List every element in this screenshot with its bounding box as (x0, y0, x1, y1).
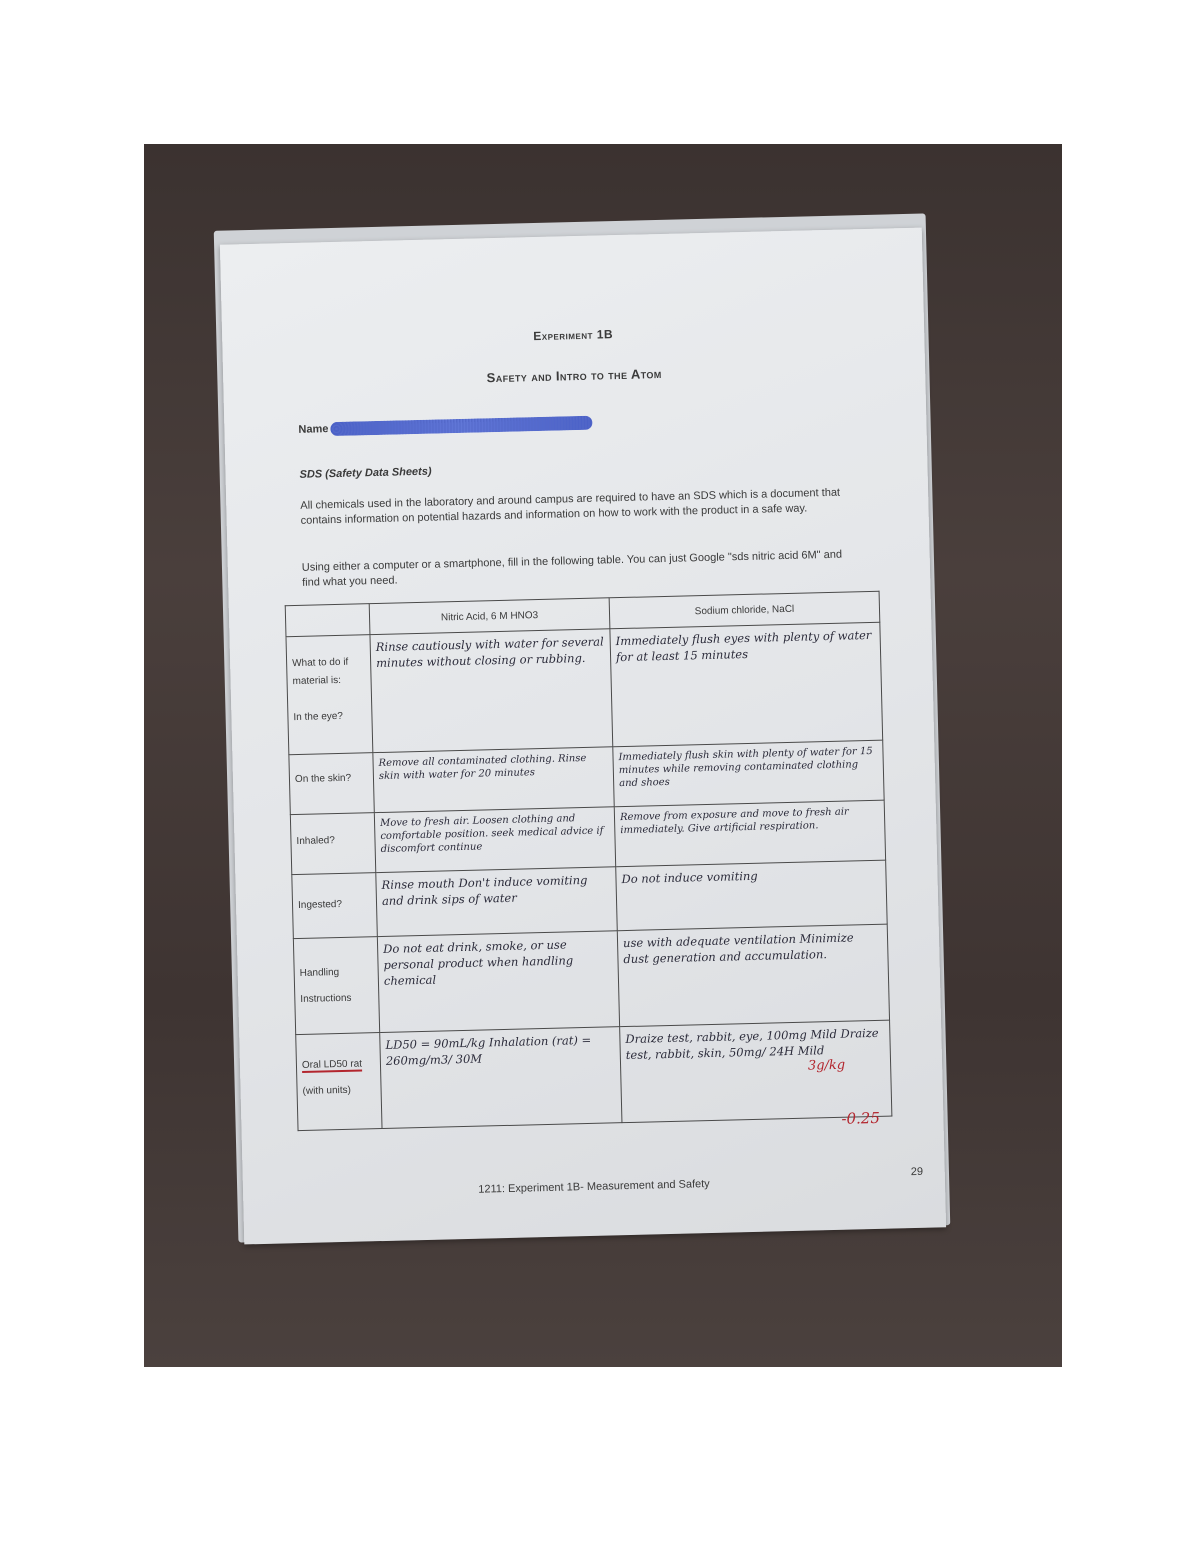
cell-nacl-handling: use with adequate ventilation Minimize dust generation and accumulation. (617, 924, 889, 1027)
row-label-skin (289, 753, 374, 815)
name-row (298, 416, 592, 437)
table-row-handling (293, 924, 889, 1034)
intro-paragraph: All chemicals used in the laboratory and around campus are required to have an SDS which is a document that contains information on potential hazards and information on how to work with the product in a safe way. (300, 486, 841, 527)
row-label-line: Ingested? (297, 898, 343, 912)
row-label-line: Handling (299, 967, 340, 979)
cell-nitric-inhaled: Move to fresh air. Loosen clothing and comfortable position. seek medical advice if discomfort continue (374, 807, 615, 873)
cell-nitric-ingested: Rinse mouth Don't induce vomiting and drink sips of water (376, 867, 617, 937)
cell-nitric-skin: Remove all contaminated clothing. Rinse skin with water for 20 minutes (373, 747, 614, 813)
instructions-paragraph: Using either a computer or a smartphone, fill in the following table. You can just Google "sds nitric acid 6M" and find what you need. (301, 548, 843, 589)
page-number: 29 (910, 1165, 924, 1179)
page-title: Safety and Intro to the Atom (486, 365, 662, 386)
cell-nacl-skin: Immediately flush skin with plenty of water for 15 minutes while removing contaminated clothing and shoes (613, 740, 884, 807)
sds-table (285, 591, 893, 1131)
cell-nitric-handling: Do not eat drink, smoke, or use personal product when handling chemical (377, 931, 619, 1033)
row-label-line (302, 1055, 375, 1075)
cell-nacl-ld50 (620, 1020, 892, 1123)
table-row-ld50 (296, 1020, 892, 1130)
grade-mark: -0.25 (841, 1108, 881, 1128)
row-label-ingested (292, 873, 378, 939)
worksheet-page (220, 228, 946, 1245)
cell-nacl-eye: Immediately flush eyes with plenty of water for at least 15 minutes (610, 622, 883, 747)
row-label-handling (293, 937, 379, 1035)
row-label-inhaled (290, 813, 375, 875)
header-cell-sodium-chloride: Sodium chloride, NaCl (609, 591, 880, 629)
sds-heading: SDS (Safety Data Sheets) (299, 465, 432, 481)
cell-nacl-ingested: Do not induce vomiting (616, 860, 887, 931)
nacl-ld50-correction: 3g/kg (807, 1057, 846, 1074)
cell-nacl-inhaled: Remove from exposure and move to fresh air immediately. Give artificial respiration. (614, 800, 885, 867)
row-label-ld50 (296, 1033, 382, 1131)
redacted-name-scribble (330, 416, 592, 436)
page-footer: 1211: Experiment 1B- Measurement and Safety (478, 1178, 710, 1196)
photo-background (144, 144, 1062, 1367)
row-label-line: In the eye? (293, 710, 344, 724)
row-label-line: Instructions (300, 992, 352, 1005)
name-label: Name (298, 423, 329, 436)
header-cell-empty (285, 604, 370, 637)
cell-nitric-eye: Rinse cautiously with water for several minutes without closing or rubbing. (370, 629, 613, 753)
row-label-line: (with units) (302, 1084, 352, 1097)
row-label-line: What to do if (292, 656, 349, 670)
cell-nacl-ld50-text: Draize test, rabbit, eye, 100mg Mild Draize test, rabbit, skin, 50mg/ 24H Mild (625, 1025, 879, 1063)
row-label-line: Oral LD50 rat (301, 1058, 363, 1071)
row-label-line: material is: (292, 674, 342, 688)
experiment-heading: Experiment 1B (533, 327, 614, 344)
table-row-eye (286, 622, 883, 754)
row-label-line (293, 689, 366, 709)
row-label-line: On the skin? (294, 772, 352, 786)
row-label-eye (286, 635, 373, 755)
header-cell-nitric-acid: Nitric Acid, 6 M HNO3 (369, 598, 610, 635)
cell-nitric-ld50: LD50 = 90mL/kg Inhalation (rat) = 260mg/m3/ 30M (380, 1027, 622, 1129)
row-label-line: Inhaled? (296, 835, 335, 848)
